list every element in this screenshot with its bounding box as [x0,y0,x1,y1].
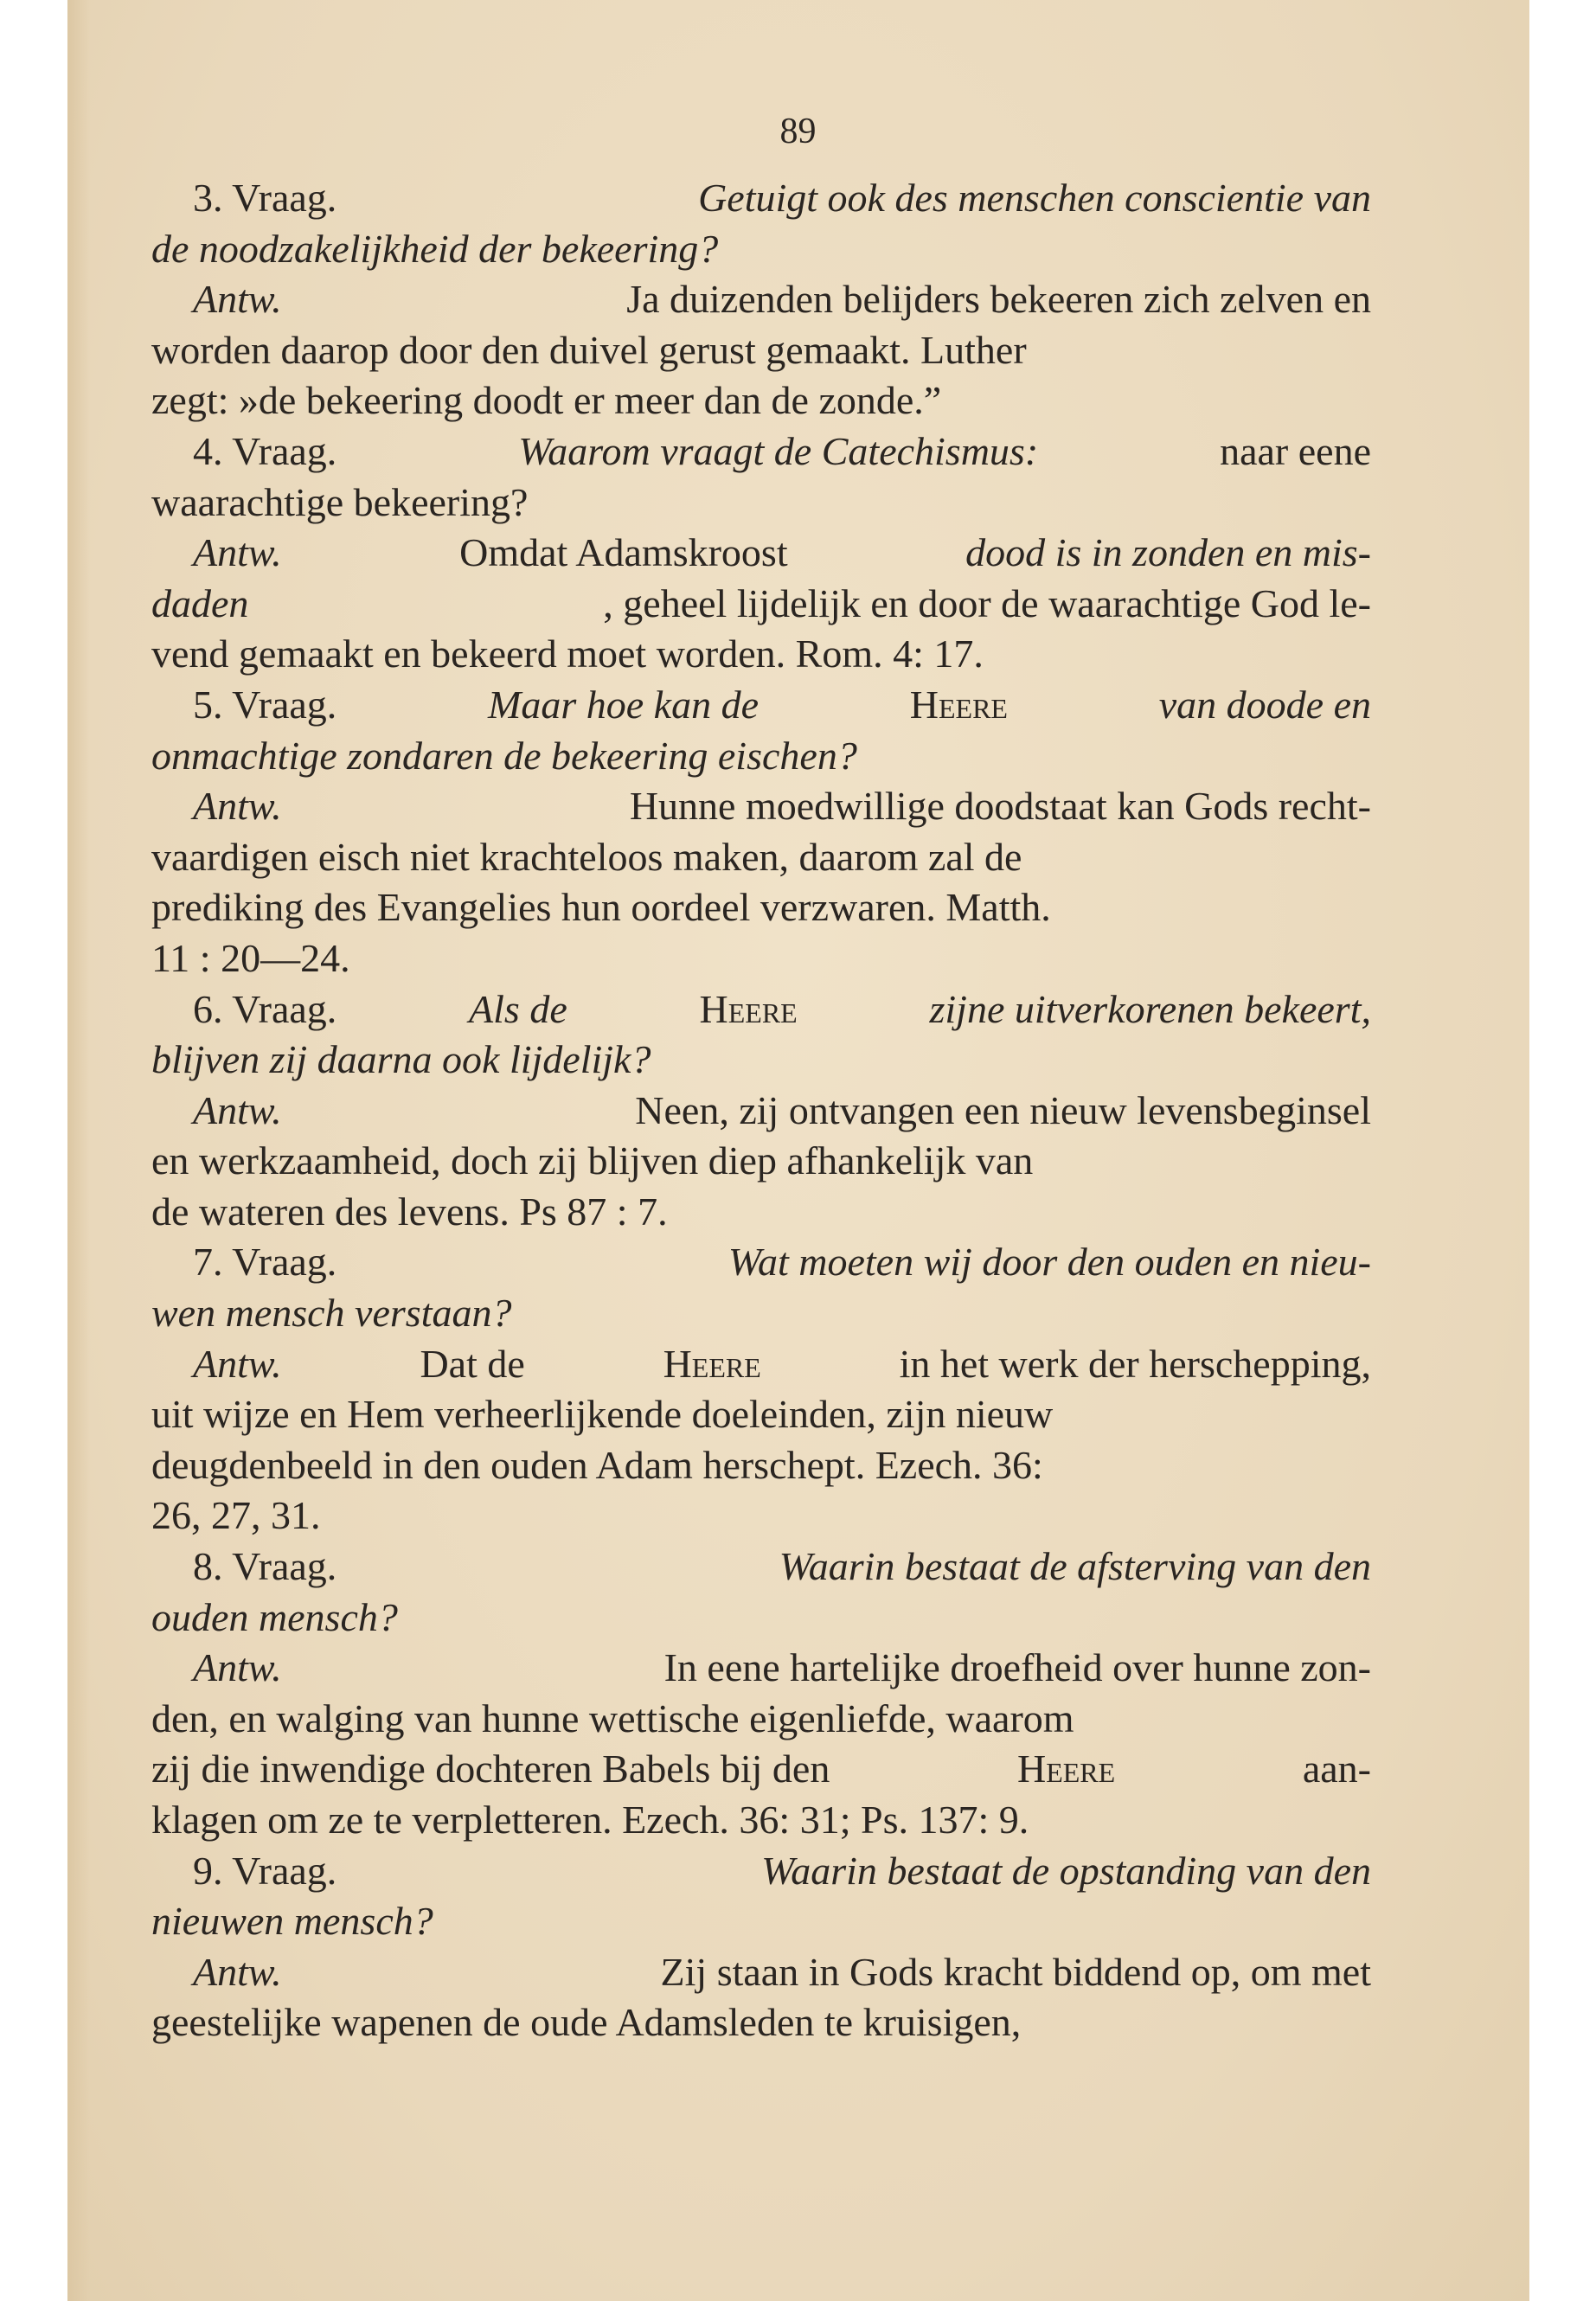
answer-text: den, en walging van hunne wettische eigenliefde, waarom [151,1695,1074,1740]
answer-text: zij die inwendige dochteren Babels bij den [151,1747,840,1791]
text-line [151,629,1371,680]
text-line [151,1744,1371,1795]
text-line [151,1541,1371,1593]
answer-label: Antw. [193,1087,292,1132]
text-line [151,882,1371,933]
text-line [151,1795,1371,1846]
question-text: onmachtige zondaren de bekeering eischen? [151,733,857,778]
question-text: de noodzakelijkheid der bekeering? [151,226,719,271]
question-text: Waarin bestaat de opstanding van den [761,1848,1371,1893]
answer-text: Neen, zij ontvangen een nieuw levensbeginsel [635,1087,1371,1132]
text-line [151,1846,1371,1897]
answer-label: Antw. [193,277,292,322]
answer-text: geestelijke wapenen de oude Adamsleden te kruisigen, [151,2000,1022,2045]
text-line [151,1896,1371,1947]
text-line [151,478,1371,529]
answer-text: prediking des Evangelies hun oordeel verzwaren. Matth. [151,885,1051,930]
text-line [151,1339,1371,1390]
answer-label: Antw. [193,1949,292,1994]
question-label: 4. Vraag. [193,428,347,473]
question-text: naar eene [1209,428,1371,473]
answer-text: In eene hartelijke droefheid over hunne zon- [663,1645,1371,1690]
question-text: Waarin bestaat de afsterving van den [779,1544,1371,1589]
text-line [151,1389,1371,1440]
page-number: 89 [779,112,817,151]
page-edge-shadow [67,0,90,2301]
text-line [151,680,1371,731]
question-text: Maar hoe kan de [488,682,769,727]
answer-text: Heere [1016,1747,1116,1791]
answer-text: Heere [663,1341,761,1386]
question-text: Waarom vraagt de Catechismus: [518,428,1039,473]
answer-text: worden daarop door den duivel gerust gemaakt. Luther [151,327,1027,372]
question-text: nieuwen mensch? [151,1899,433,1944]
answer-text: vaardigen eisch niet krachteloos maken, daarom zal de [151,834,1022,879]
text-line [151,781,1371,832]
answer-text: Dat de [420,1341,535,1386]
answer-label: Antw. [193,1645,292,1690]
answer-text: Omdat Adamskroost [459,530,798,575]
answer-text: klagen om ze te verpletteren. Ezech. 36: 31; Ps. 137: 9. [151,1798,1029,1842]
answer-text: aan- [1292,1747,1371,1791]
question-text: zijne uitverkorenen bekeert, [920,986,1371,1031]
text-line [151,1035,1371,1086]
text-line [151,426,1371,478]
question-label: 5. Vraag. [193,682,347,727]
question-text: Getuigt ook des menschen conscientie van [698,176,1371,220]
question-text: Heere [699,986,798,1031]
text-line [151,1694,1371,1745]
text-line [151,1643,1371,1694]
text-line [151,1136,1371,1187]
text-line [151,933,1371,984]
question-text: Heere [909,682,1008,727]
text-line [151,731,1371,782]
answer-text: vend gemaakt en bekeerd moet worden. Rom. 4: 17. [151,631,984,676]
answer-text: zegt: »de bekeering doodt er meer dan de zonde.” [151,378,942,423]
text-line [151,1490,1371,1541]
answer-text: en werkzaamheid, doch zij blijven diep afhankelijk van [151,1138,1034,1183]
text-line [151,274,1371,325]
question-text: waarachtige bekeering? [151,479,529,524]
text-line [151,1997,1371,2048]
question-text: Als de [469,986,578,1031]
answer-text: in het werk der herschepping, [889,1341,1371,1386]
question-label: 3. Vraag. [193,176,347,220]
text-line [151,1187,1371,1238]
question-text: van doode en [1149,682,1371,727]
catechism-text [151,173,1371,2048]
answer-text: , geheel lijdelijk en door de waarachtige God le- [603,580,1371,625]
text-line [151,1237,1371,1288]
question-text: blijven zij daarna ook lijdelijk? [151,1037,651,1082]
question-label: 6. Vraag. [193,986,347,1031]
question-text: Wat moeten wij door den ouden en nieu- [727,1240,1371,1285]
answer-text: Hunne moedwillige doodstaat kan Gods recht- [629,784,1371,829]
text-line [151,528,1371,579]
answer-text: Ja duizenden belijders bekeeren zich zelven en [626,277,1371,322]
answer-text: 26, 27, 31. [151,1493,321,1538]
answer-text: deugdenbeeld in den ouden Adam herschept. Ezech. 36: [151,1442,1043,1487]
text-line [151,1086,1371,1137]
answer-label: Antw. [193,530,292,575]
answer-text: de wateren des levens. Ps 87 : 7. [151,1189,668,1234]
text-line [151,1440,1371,1491]
answer-text: Zij staan in Gods kracht biddend op, om met [660,1949,1371,1994]
text-line [151,1947,1371,1998]
question-label: 8. Vraag. [193,1544,347,1589]
text-line [151,325,1371,376]
question-label: 9. Vraag. [193,1848,347,1893]
answer-label: Antw. [193,1341,292,1386]
text-line [151,579,1371,630]
text-line [151,1288,1371,1339]
text-line [151,1593,1371,1644]
text-line [151,832,1371,883]
answer-text: uit wijze en Hem verheerlijkende doeleinden, zijn nieuw [151,1392,1054,1437]
question-text: wen mensch verstaan? [151,1291,512,1336]
text-line [151,375,1371,426]
answer-text: 11 : 20—24. [151,935,350,980]
answer-label: Antw. [193,784,292,829]
text-line [151,224,1371,275]
text-line [151,173,1371,224]
text-line [151,984,1371,1035]
question-text: ouden mensch? [151,1594,398,1639]
answer-text: dood is in zonden en mis- [965,530,1371,575]
question-label: 7. Vraag. [193,1240,347,1285]
answer-text: daden [151,580,249,625]
